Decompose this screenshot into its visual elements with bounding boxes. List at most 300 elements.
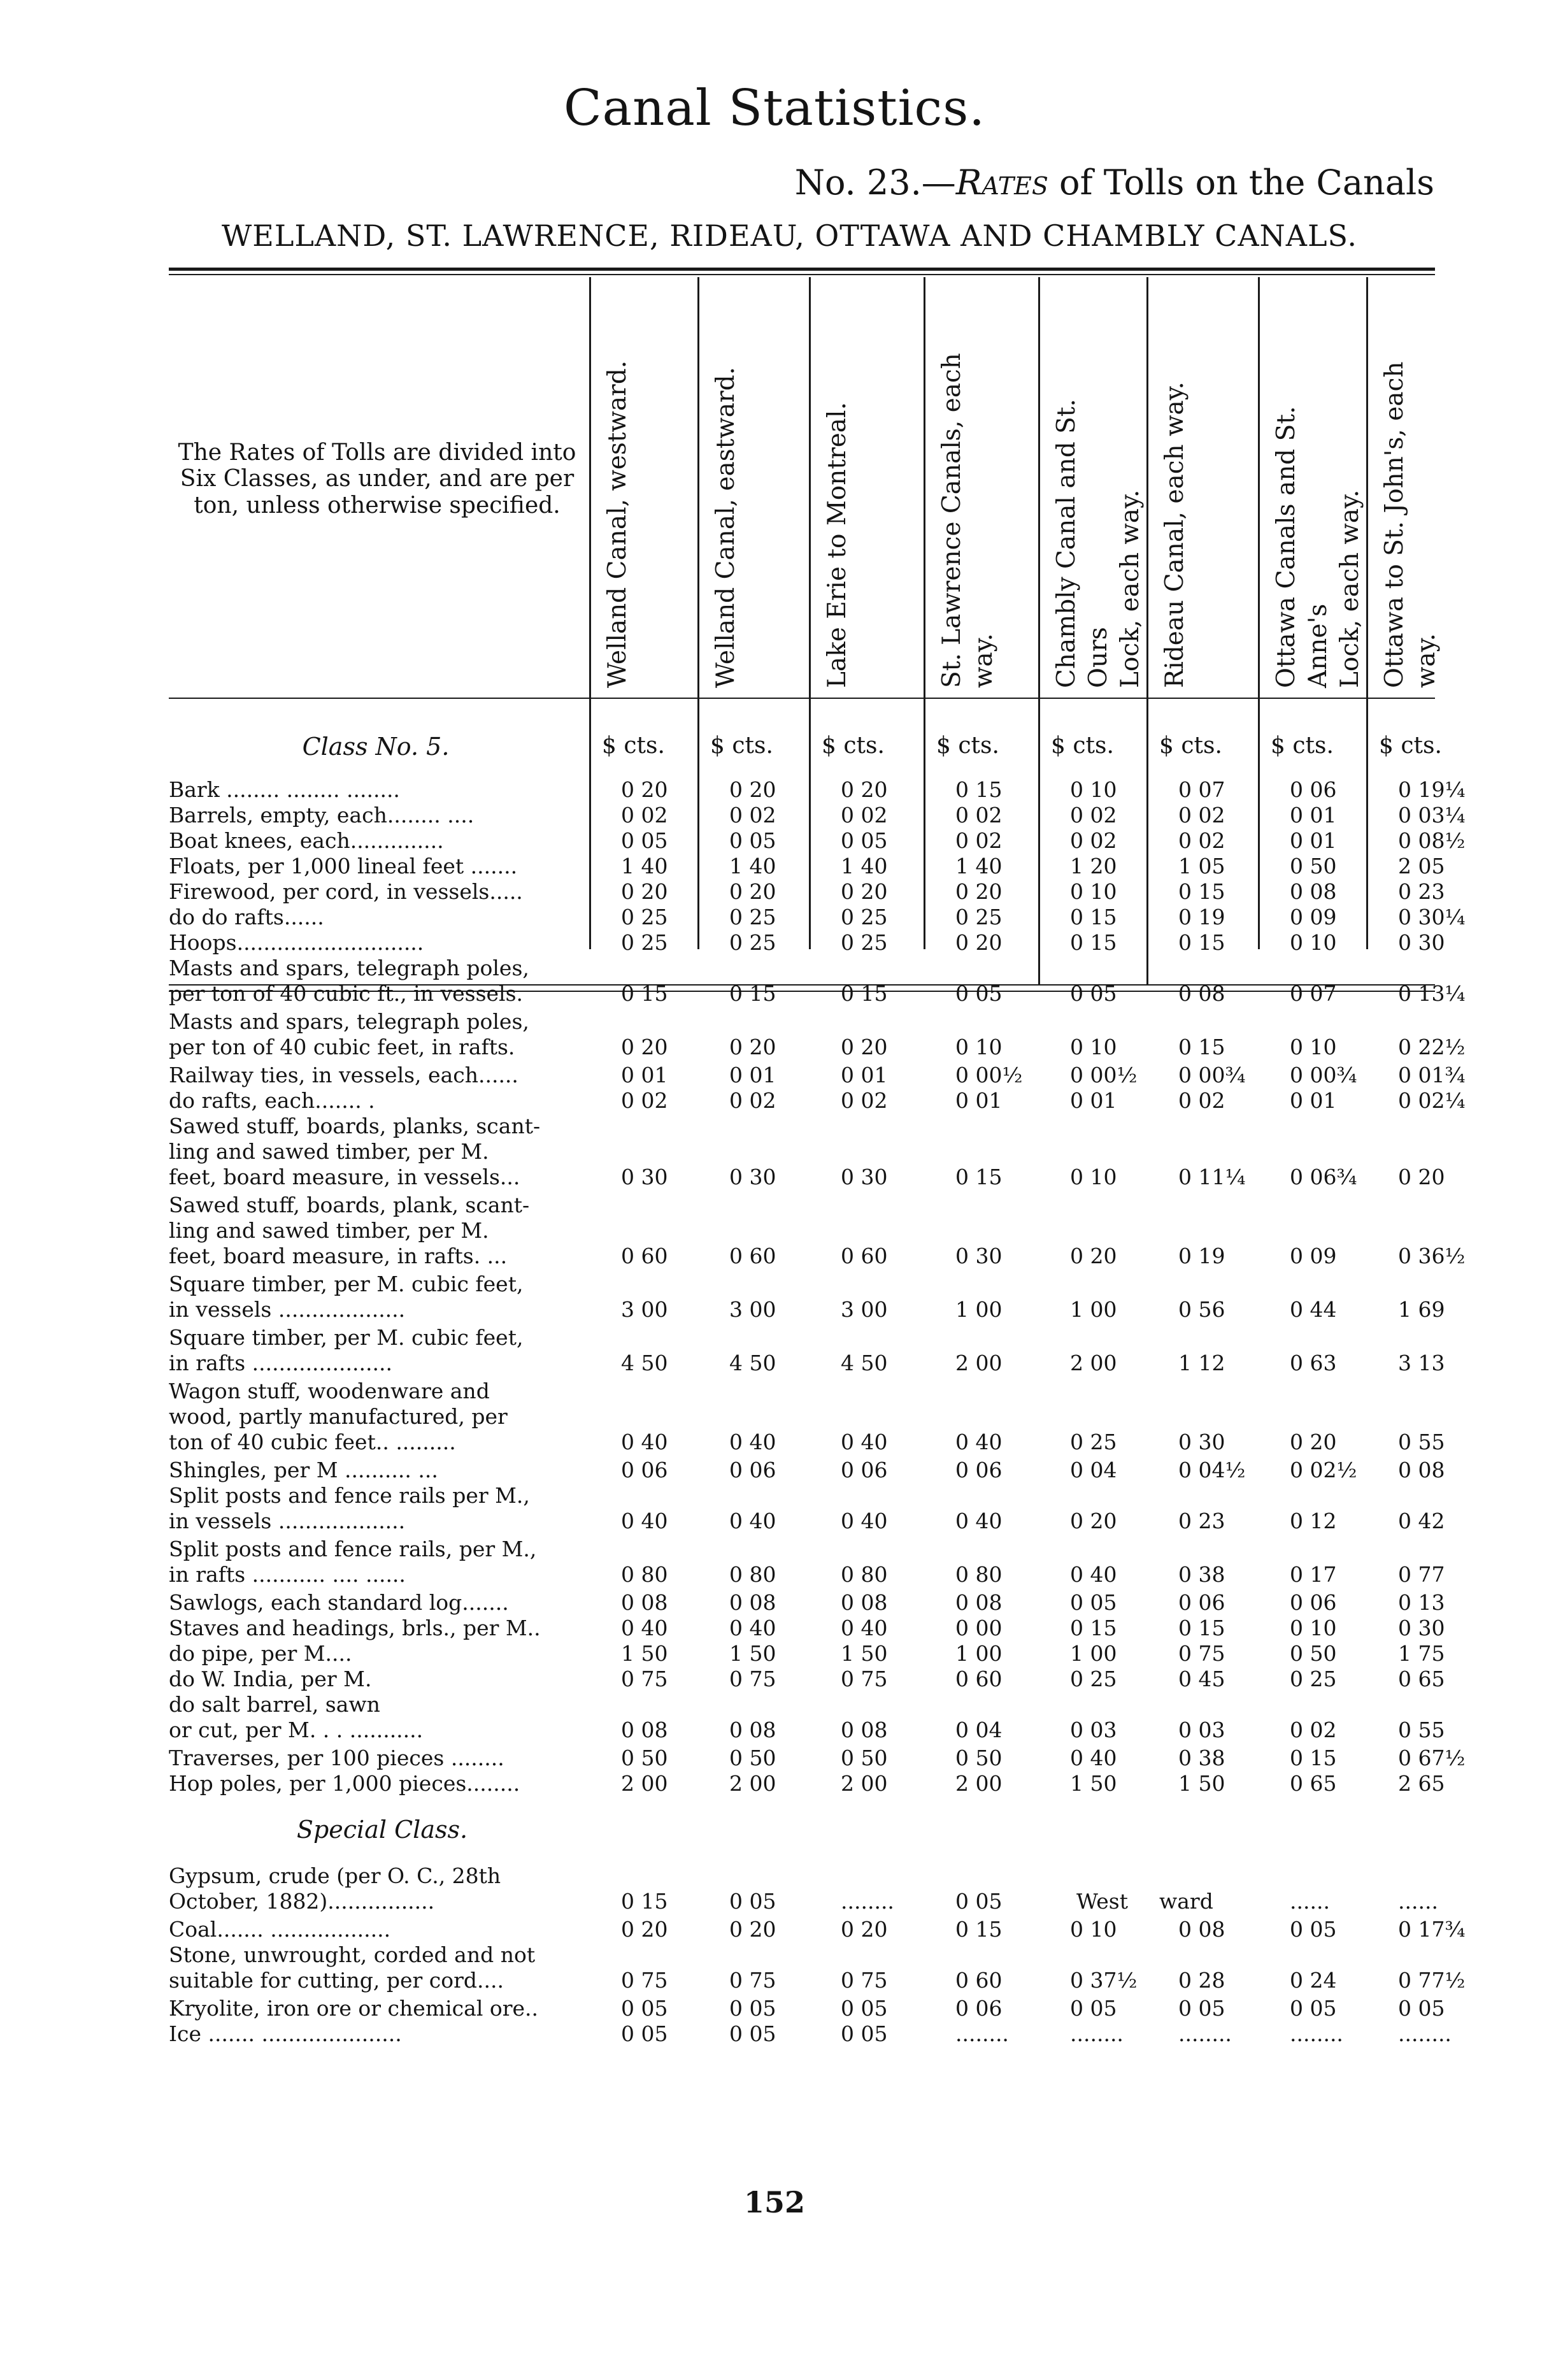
table-cell: 0 03¼: [1398, 803, 1466, 828]
table-cell: 0 80: [729, 1562, 776, 1587]
table-cell: 0 50: [729, 1746, 776, 1770]
table-cell: 0 75: [1178, 1641, 1225, 1666]
table-cell: 0 01: [955, 1088, 1003, 1113]
table-cell: 0 02: [955, 828, 1003, 853]
table-cell: 0 25: [729, 930, 776, 955]
table-cell: 0 20: [729, 1917, 776, 1942]
table-cell: 0 15: [621, 1889, 668, 1914]
item-label: Stone, unwrought, corded and not: [169, 1942, 536, 1967]
table-cell: 0 04: [955, 1717, 1003, 1742]
table-cell: 0 40: [729, 1616, 776, 1640]
column-rule: [809, 277, 811, 949]
table-cell: 0 40: [955, 1430, 1003, 1454]
table-cell: 3 00: [841, 1297, 888, 1322]
table-cell: 0 25: [621, 905, 668, 929]
item-label: feet, board measure, in rafts. ...: [169, 1244, 508, 1268]
table-cell: 1 00: [955, 1641, 1003, 1666]
table-cell: 1 40: [841, 854, 888, 878]
column-header: [1271, 331, 1364, 688]
table-cell: 0 25: [621, 930, 668, 955]
table-cell: 0 75: [621, 1968, 668, 1993]
cts-label: $ cts.: [822, 733, 885, 759]
table-cell: 0 25: [841, 905, 888, 929]
table-cell: 0 20: [955, 879, 1003, 904]
table-cell: 0 05: [841, 1996, 888, 2021]
table-cell: 0 05: [1070, 1996, 1117, 2021]
table-cell: 0 02: [729, 803, 776, 828]
item-label: Hoops............................: [169, 930, 424, 955]
table-cell: 0 15: [1070, 930, 1117, 955]
table-cell: ........: [1070, 2021, 1124, 2046]
column-header-line: Ottawa to St. John's, each way.: [1380, 361, 1441, 688]
table-cell: 0 08: [1398, 1458, 1445, 1482]
table-cell: 0 02: [1178, 828, 1225, 853]
table-cell: 0 07: [1178, 777, 1225, 802]
table-cell: 0 06: [955, 1996, 1003, 2021]
table-cell: 0 38: [1178, 1562, 1225, 1587]
table-cell: 0 05: [1290, 1996, 1337, 2021]
table-cell: 0 03: [1070, 1717, 1117, 1742]
item-label: Square timber, per M. cubic feet,: [169, 1272, 524, 1296]
item-label: in rafts .....................: [169, 1351, 392, 1375]
table-cell: 0 30: [841, 1165, 888, 1189]
table-cell: 0 20: [841, 1917, 888, 1942]
table-number: No. 23.—: [794, 162, 956, 203]
table-cell: 0 25: [841, 930, 888, 955]
table-cell: 0 20: [1070, 1509, 1117, 1533]
table-cell: 0 06: [955, 1458, 1003, 1482]
item-label: Split posts and fence rails, per M.,: [169, 1537, 537, 1561]
table-cell: 0 05: [1070, 981, 1117, 1006]
table-cell: 0 25: [1290, 1667, 1337, 1691]
table-cell: 0 65: [1398, 1667, 1445, 1691]
table-cell: 0 15: [621, 981, 668, 1006]
table-cell: 2 00: [955, 1351, 1003, 1375]
table-cell: 0 30¼: [1398, 905, 1466, 929]
table-cell: 0 10: [1070, 1035, 1117, 1059]
item-label: suitable for cutting, per cord....: [169, 1968, 504, 1993]
column-rule: [1258, 277, 1260, 949]
table-cell: 1 20: [1070, 854, 1117, 878]
table-cell: 0 06: [1290, 1590, 1337, 1615]
table-cell: 0 20: [729, 1035, 776, 1059]
table-cell: ........: [841, 1889, 894, 1914]
table-cell: 0 02: [841, 1088, 888, 1113]
table-cell: 0 55: [1398, 1430, 1445, 1454]
table-cell: 0 10: [1290, 930, 1337, 955]
table-cell: 0 01: [1290, 828, 1337, 853]
table-cell: 0 30: [1398, 930, 1445, 955]
table-cell: 0 40: [729, 1430, 776, 1454]
table-cell: 0 13: [1398, 1590, 1445, 1615]
column-header-line: Welland Canal, eastward.: [711, 366, 740, 688]
table-cell: 0 02: [729, 1088, 776, 1113]
table-cell: 0 56: [1178, 1297, 1225, 1322]
table-cell: 0 38: [1178, 1746, 1225, 1770]
table-cell: 0 07: [1290, 981, 1337, 1006]
item-label: Gypsum, crude (per O. C., 28th: [169, 1863, 501, 1888]
table-cell: 0 20: [1070, 1244, 1117, 1268]
table-cell: 0 60: [621, 1244, 668, 1268]
table-cell: 0 09: [1290, 1244, 1337, 1268]
table-cell: 0 02: [1178, 1088, 1225, 1113]
table-cell: 0 08: [729, 1590, 776, 1615]
table-cell: 0 13¼: [1398, 981, 1466, 1006]
table-cell: 0 10: [1290, 1616, 1337, 1640]
table-cell: 1 50: [841, 1641, 888, 1666]
table-cell: 2 05: [1398, 854, 1445, 878]
table-cell: 0 20: [621, 1917, 668, 1942]
item-label: wood, partly manufactured, per: [169, 1404, 508, 1429]
table-cell: 0 02: [1290, 1717, 1337, 1742]
item-label: Shingles, per M .......... ...: [169, 1458, 438, 1482]
table-cell: 0 00¾: [1290, 1063, 1357, 1087]
table-cell: 0 08: [729, 1717, 776, 1742]
table-cell: 0 20: [841, 1035, 888, 1059]
table-cell: 1 00: [1070, 1641, 1117, 1666]
column-rule: [924, 277, 925, 949]
cts-label: $ cts.: [1379, 733, 1442, 759]
cts-label: $ cts.: [1159, 733, 1222, 759]
table-cell: 0 15: [1070, 905, 1117, 929]
table-cell: 0 10: [1070, 777, 1117, 802]
table-cell: ........: [1290, 2021, 1343, 2046]
table-cell: 2 65: [1398, 1771, 1445, 1796]
table-cell: 0 23: [1398, 879, 1445, 904]
item-label: Wagon stuff, woodenware and: [169, 1379, 490, 1403]
table-cell: 0 20: [621, 879, 668, 904]
table-cell: 0 77: [1398, 1562, 1445, 1587]
column-header-line: Lock, each way.: [1336, 489, 1364, 688]
table-cell: 0 40: [621, 1430, 668, 1454]
table-cell: 0 01: [1290, 1088, 1337, 1113]
item-label: Floats, per 1,000 lineal feet .......: [169, 854, 518, 878]
table-cell: 0 20: [621, 1035, 668, 1059]
item-label: Hop poles, per 1,000 pieces........: [169, 1771, 520, 1796]
table-cell: 0 06: [729, 1458, 776, 1482]
table-cell: 0 04½: [1178, 1458, 1246, 1482]
item-label: Coal....... ..................: [169, 1917, 391, 1942]
table-cell: 0 15: [1070, 1616, 1117, 1640]
column-header: [710, 331, 780, 688]
cts-label: $ cts.: [602, 733, 665, 759]
table-cell: 0 19: [1178, 905, 1225, 929]
table-cell: 4 50: [841, 1351, 888, 1375]
table-cell: 0 40: [1070, 1562, 1117, 1587]
table-cell: 0 08: [1178, 981, 1225, 1006]
table-cell: 0 75: [729, 1968, 776, 1993]
table-cell: 0 40: [841, 1509, 888, 1533]
table-cell: 0 11¼: [1178, 1165, 1246, 1189]
table-cell: 0 24: [1290, 1968, 1337, 1993]
table-cell: 0 25: [729, 905, 776, 929]
table-cell: 0 65: [1290, 1771, 1337, 1796]
table-cell: 0 36½: [1398, 1244, 1466, 1268]
item-label: Masts and spars, telegraph poles,: [169, 956, 529, 980]
table-cell: 0 75: [729, 1667, 776, 1691]
cts-label: $ cts.: [1271, 733, 1334, 759]
table-cell: 0 20: [1290, 1430, 1337, 1454]
table-cell: 1 50: [1178, 1771, 1225, 1796]
table-cell: 0 02: [1070, 828, 1117, 853]
table-subtitle: [795, 162, 1434, 203]
table-cell: 0 75: [841, 1667, 888, 1691]
item-label: Boat knees, each..............: [169, 828, 444, 853]
table-cell: 0 10: [1070, 1917, 1117, 1942]
table-cell: 0 05: [955, 1889, 1003, 1914]
table-cell: 0 80: [955, 1562, 1003, 1587]
table-cell: 0 67½: [1398, 1746, 1466, 1770]
column-header-line: Chambly Canal and St. Ours: [1052, 399, 1113, 688]
item-label: Split posts and fence rails per M.,: [169, 1483, 530, 1508]
table-cell: 0 05: [1178, 1996, 1225, 2021]
table-cell: 0 06¾: [1290, 1165, 1357, 1189]
item-label: do pipe, per M....: [169, 1641, 352, 1666]
table-cell: 0 05: [621, 1996, 668, 2021]
table-cell: 0 15: [955, 1917, 1003, 1942]
table-cell: 0 08: [621, 1717, 668, 1742]
table-cell: 0 06: [1290, 777, 1337, 802]
item-label: ling and sawed timber, per M.: [169, 1218, 489, 1243]
item-label: Ice ....... .....................: [169, 2021, 402, 2046]
column-header: [1159, 331, 1229, 688]
item-label: ton of 40 cubic feet.. .........: [169, 1430, 456, 1454]
table-cell: 0 05: [621, 2021, 668, 2046]
item-label: Firewood, per cord, in vessels.....: [169, 879, 523, 904]
class-heading: Special Class.: [296, 1816, 468, 1844]
item-label: per ton of 40 cubic ft., in vessels.: [169, 981, 524, 1006]
west-ward-note: West: [1076, 1889, 1128, 1914]
page-number: 152: [743, 2185, 806, 2219]
item-label: Barrels, empty, each........ ....: [169, 803, 475, 828]
table-cell: 0 40: [621, 1509, 668, 1533]
table-cell: 1 05: [1178, 854, 1225, 878]
table-cell: 0 05: [1398, 1996, 1445, 2021]
table-cell: 3 00: [621, 1297, 668, 1322]
table-cell: 0 15: [1290, 1746, 1337, 1770]
item-label: do do rafts......: [169, 905, 324, 929]
table-cell: 0 01: [729, 1063, 776, 1087]
item-label: October, 1882)................: [169, 1889, 435, 1914]
table-cell: 0 05: [841, 828, 888, 853]
table-cell: 0 50: [841, 1746, 888, 1770]
table-cell: 0 42: [1398, 1509, 1445, 1533]
column-header-line: Welland Canal, westward.: [603, 360, 632, 688]
table-cell: 0 23: [1178, 1509, 1225, 1533]
table-cell: 1 75: [1398, 1641, 1445, 1666]
cts-label: $ cts.: [936, 733, 999, 759]
table-cell: 0 50: [955, 1746, 1003, 1770]
table-cell: 0 05: [729, 828, 776, 853]
table-cell: 0 06: [621, 1458, 668, 1482]
table-cell: 0 17: [1290, 1562, 1337, 1587]
column-header-line: Rideau Canal, each way.: [1160, 382, 1189, 688]
item-label: Sawlogs, each standard log.......: [169, 1590, 509, 1615]
column-rule: [589, 277, 591, 949]
item-label: in vessels ...................: [169, 1297, 406, 1322]
table-cell: 0 02: [955, 803, 1003, 828]
table-cell: 0 15: [1178, 1035, 1225, 1059]
table-cell: 0 08: [1178, 1917, 1225, 1942]
table-cell: 0 22½: [1398, 1035, 1466, 1059]
table-cell: 0 20: [955, 930, 1003, 955]
item-label: do W. India, per M.: [169, 1667, 372, 1691]
table-cell: 0 28: [1178, 1968, 1225, 1993]
table-cell: 2 00: [621, 1771, 668, 1796]
table-cell: 0 05: [729, 2021, 776, 2046]
item-label: Masts and spars, telegraph poles,: [169, 1009, 529, 1034]
column-header: [1051, 331, 1145, 688]
table-cell: 0 15: [1178, 879, 1225, 904]
item-label: Square timber, per M. cubic feet,: [169, 1325, 524, 1350]
table-cell: 1 40: [955, 854, 1003, 878]
table-cell: 0 25: [1070, 1430, 1117, 1454]
table-cell: ........: [1178, 2021, 1232, 2046]
subtitle-rest: of Tolls on the Canals: [1048, 162, 1434, 203]
table-cell: ........: [1398, 2021, 1452, 2046]
class-heading: Class No. 5.: [302, 733, 450, 761]
table-cell: 0 50: [1290, 854, 1337, 878]
table-cell: 0 08½: [1398, 828, 1466, 853]
cts-label: $ cts.: [710, 733, 773, 759]
item-label: Kryolite, iron ore or chemical ore..: [169, 1996, 539, 2021]
table-cell: 0 08: [1290, 879, 1337, 904]
item-label: Traverses, per 100 pieces ........: [169, 1746, 504, 1770]
table-cell: 0 05: [729, 1889, 776, 1914]
table-cell: 0 40: [1070, 1746, 1117, 1770]
table-cell: 0 25: [1070, 1667, 1117, 1691]
table-cell: 4 50: [729, 1351, 776, 1375]
table-cell: 0 00¾: [1178, 1063, 1246, 1087]
table-cell: 0 60: [729, 1244, 776, 1268]
table-cell: 0 40: [841, 1616, 888, 1640]
table-cell: 0 60: [955, 1968, 1003, 1993]
table-cell: 0 02¼: [1398, 1088, 1466, 1113]
table-cell: 0 08: [841, 1590, 888, 1615]
table-cell: 0 01: [1290, 803, 1337, 828]
top-thin-rule: [169, 274, 1435, 275]
table-cell: 0 02: [621, 1088, 668, 1113]
table-cell: 0 05: [729, 1996, 776, 2021]
table-cell: 0 50: [1290, 1641, 1337, 1666]
column-header: [822, 331, 892, 688]
table-cell: 1 50: [1070, 1771, 1117, 1796]
table-cell: 0 15: [1178, 930, 1225, 955]
table-cell: ......: [1398, 1889, 1438, 1914]
table-cell: 0 40: [955, 1509, 1003, 1533]
table-cell: 1 00: [955, 1297, 1003, 1322]
table-cell: 4 50: [621, 1351, 668, 1375]
table-cell: 0 19¼: [1398, 777, 1466, 802]
table-cell: 0 60: [955, 1667, 1003, 1691]
table-cell: 1 69: [1398, 1297, 1445, 1322]
table-cell: 0 30: [1398, 1616, 1445, 1640]
table-cell: 0 04: [1070, 1458, 1117, 1482]
table-cell: 0 45: [1178, 1667, 1225, 1691]
table-cell: 0 80: [621, 1562, 668, 1587]
column-rule: [1146, 949, 1148, 984]
item-label: per ton of 40 cubic feet, in rafts.: [169, 1035, 515, 1059]
item-label: or cut, per M. . . ...........: [169, 1717, 424, 1742]
table-cell: 0 40: [841, 1430, 888, 1454]
table-cell: 0 44: [1290, 1297, 1337, 1322]
table-cell: 0 15: [841, 981, 888, 1006]
table-cell: 0 05: [955, 981, 1003, 1006]
column-header: [936, 331, 1006, 688]
table-cell: 0 05: [621, 828, 668, 853]
table-cell: 0 05: [841, 2021, 888, 2046]
table-cell: 0 01: [621, 1063, 668, 1087]
table-cell: 0 10: [1070, 1165, 1117, 1189]
column-header-line: St. Lawrence Canals, each way.: [938, 353, 998, 688]
column-header: [1379, 331, 1449, 688]
table-cell: 0 30: [955, 1244, 1003, 1268]
column-header-line: Lake Erie to Montreal.: [823, 402, 852, 688]
canals-heading: WELLAND, ST. LAWRENCE, RIDEAU, OTTAWA AND CHAMBLY CANALS.: [222, 219, 1358, 253]
table-cell: 3 00: [729, 1297, 776, 1322]
table-cell: 0 09: [1290, 905, 1337, 929]
table-cell: 0 40: [729, 1509, 776, 1533]
table-cell: 0 01¾: [1398, 1063, 1466, 1087]
table-cell: 0 37½: [1070, 1968, 1138, 1993]
table-cell: 0 20: [841, 879, 888, 904]
table-cell: 0 06: [841, 1458, 888, 1482]
table-cell: 1 40: [621, 854, 668, 878]
table-cell: 1 12: [1178, 1351, 1225, 1375]
column-header-line: Ottawa Canals and St. Anne's: [1272, 406, 1332, 688]
page-title: Canal Statistics.: [563, 80, 986, 137]
table-cell: 0 00: [955, 1616, 1003, 1640]
table-cell: 0 08: [955, 1590, 1003, 1615]
table-cell: 0 00½: [1070, 1063, 1138, 1087]
table-cell: 0 50: [621, 1746, 668, 1770]
table-cell: 0 25: [955, 905, 1003, 929]
column-rule: [1366, 277, 1368, 949]
item-label: ling and sawed timber, per M.: [169, 1139, 489, 1164]
header-rule: [169, 698, 1435, 699]
table-cell: 1 40: [729, 854, 776, 878]
item-label: feet, board measure, in vessels...: [169, 1165, 520, 1189]
table-cell: 0 55: [1398, 1717, 1445, 1742]
table-cell: 0 02: [621, 803, 668, 828]
table-cell: 2 00: [1070, 1351, 1117, 1375]
table-cell: 0 10: [1070, 879, 1117, 904]
table-cell: 0 06: [1178, 1590, 1225, 1615]
table-cell: 1 00: [1070, 1297, 1117, 1322]
table-cell: 0 17¾: [1398, 1917, 1466, 1942]
table-cell: 0 20: [729, 777, 776, 802]
table-cell: ........: [955, 2021, 1009, 2046]
table-cell: 0 08: [841, 1717, 888, 1742]
item-label: Railway ties, in vessels, each......: [169, 1063, 518, 1087]
table-cell: 0 05: [1290, 1917, 1337, 1942]
intro-text: The Rates of Tolls are divided into Six Classes, as under, and are per ton, unless otherwise specified.: [178, 440, 576, 519]
table-cell: 2 00: [729, 1771, 776, 1796]
table-cell: 0 20: [621, 777, 668, 802]
table-cell: 2 00: [955, 1771, 1003, 1796]
table-cell: 0 03: [1178, 1717, 1225, 1742]
cts-label: $ cts.: [1051, 733, 1114, 759]
item-label: Sawed stuff, boards, plank, scant-: [169, 1193, 530, 1217]
table-cell: 0 15: [1178, 1616, 1225, 1640]
table-cell: 0 02: [1070, 803, 1117, 828]
table-cell: 0 30: [1178, 1430, 1225, 1454]
table-cell: 0 20: [841, 777, 888, 802]
table-cell: 0 01: [841, 1063, 888, 1087]
table-cell: 0 00½: [955, 1063, 1023, 1087]
table-cell: 0 77½: [1398, 1968, 1466, 1993]
table-cell: 0 40: [621, 1616, 668, 1640]
